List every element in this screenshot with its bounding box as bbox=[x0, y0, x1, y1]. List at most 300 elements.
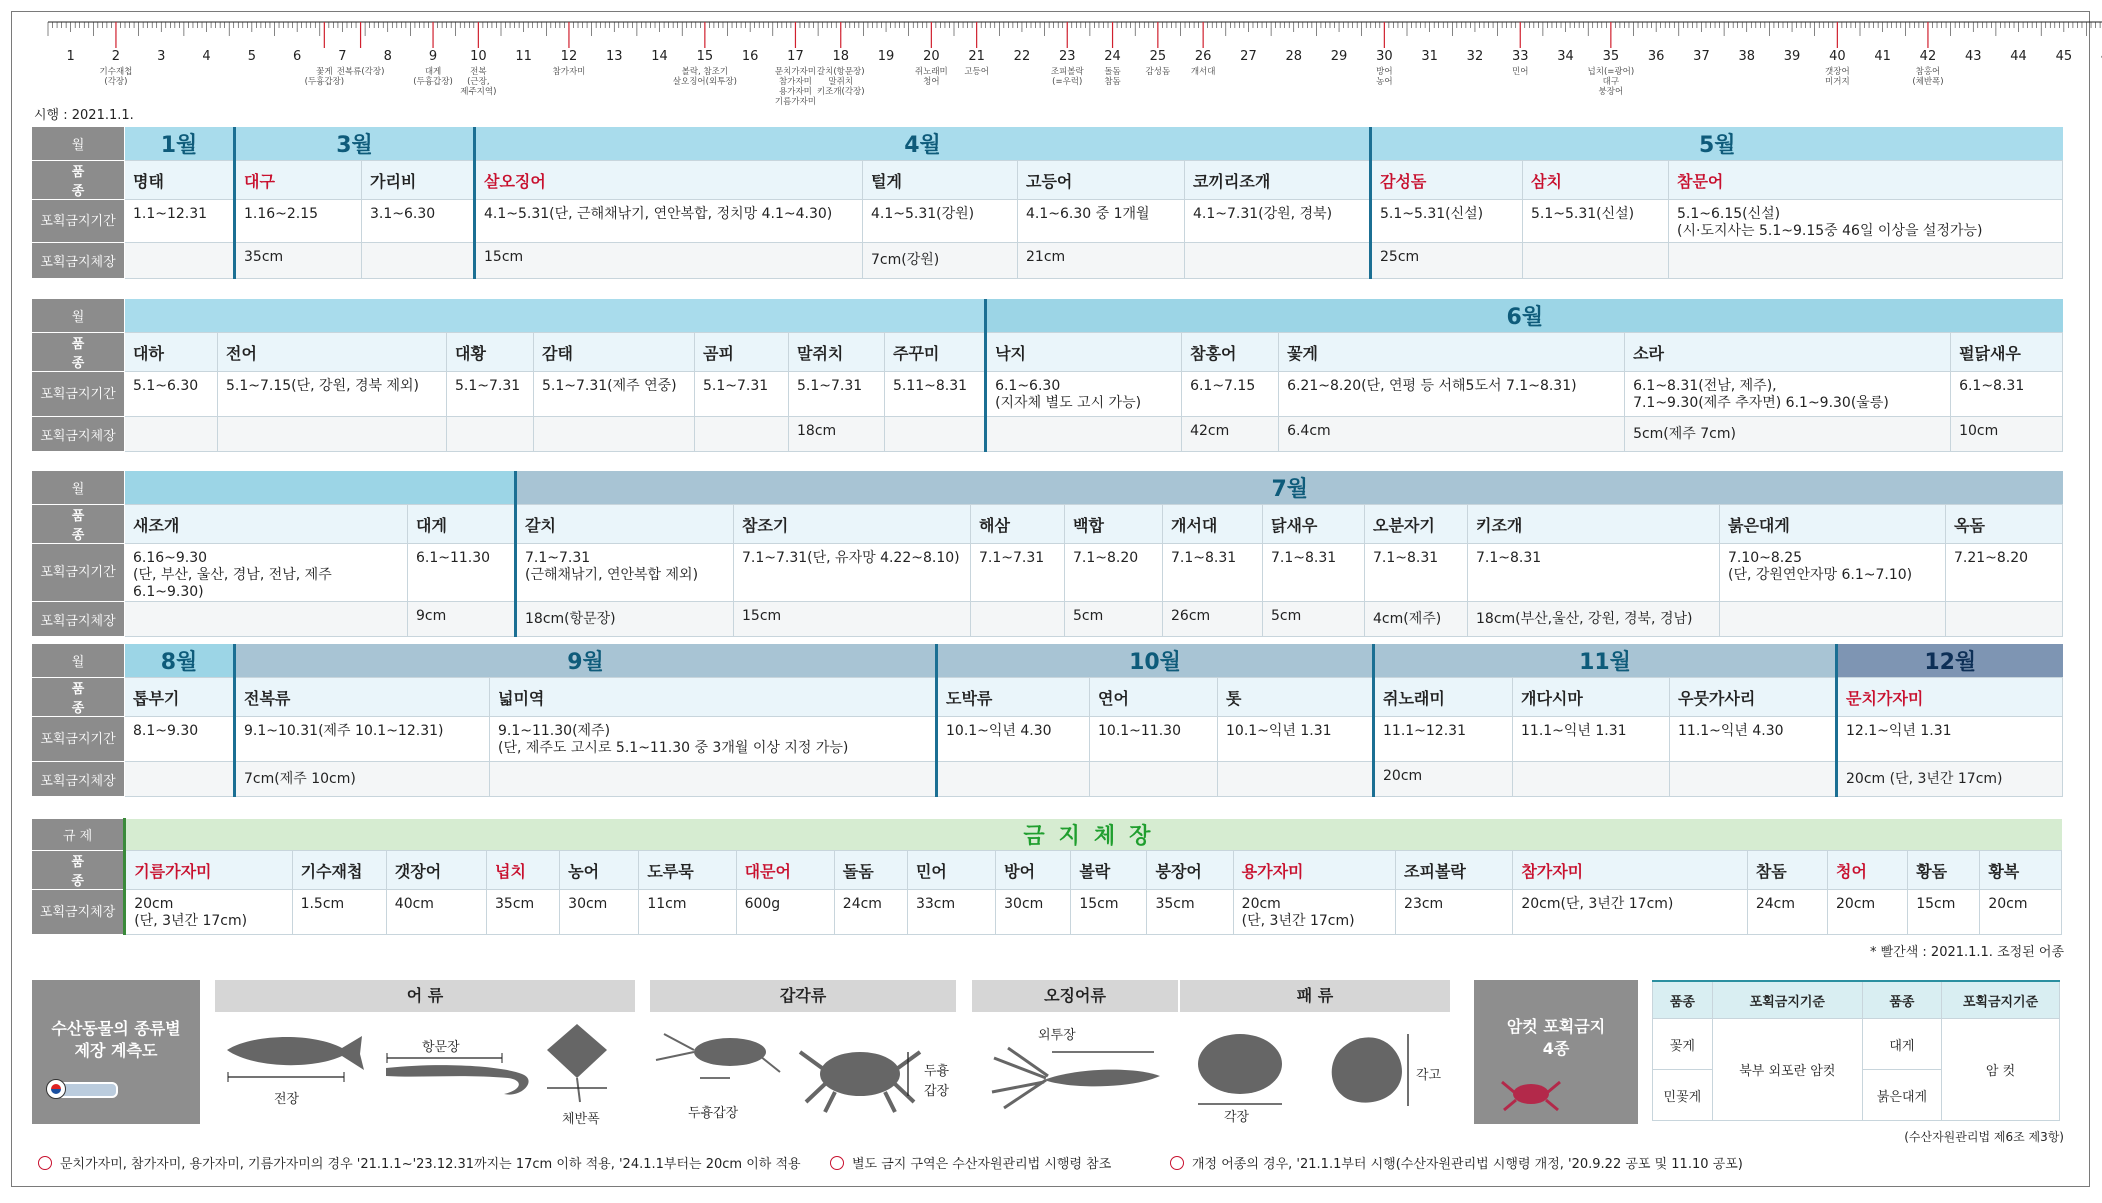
species-cell: 황복 bbox=[1980, 851, 2062, 890]
size-cell: 20cm bbox=[1828, 890, 1908, 935]
size-cell bbox=[1720, 602, 1946, 637]
size-cell bbox=[1946, 602, 2063, 637]
size-cell bbox=[125, 602, 408, 637]
crab-icon bbox=[1496, 1072, 1566, 1112]
species-cell: 참조기 bbox=[734, 505, 971, 544]
label-period: 포획금지기간 bbox=[32, 200, 125, 243]
ruler-number: 19 bbox=[877, 49, 895, 64]
species-cell: 민어 bbox=[907, 851, 995, 890]
size-cell: 15cm bbox=[1908, 890, 1980, 935]
species-cell: 조피볼락 bbox=[1396, 851, 1513, 890]
effective-date: 시행 : 2021.1.1. bbox=[34, 108, 134, 123]
species-cell: 대황 bbox=[447, 333, 534, 372]
size-cell bbox=[125, 243, 235, 279]
species-cell: 털게 bbox=[863, 161, 1018, 200]
group-fish-header: 어 류 bbox=[215, 980, 635, 1012]
label-month: 월 bbox=[32, 471, 125, 505]
size-cell bbox=[490, 762, 937, 797]
female-criterion: 북부 외포란 암컷 bbox=[1712, 1019, 1862, 1121]
footnote bbox=[38, 1153, 801, 1172]
size-line: 20cm bbox=[134, 896, 174, 912]
size-cell bbox=[695, 417, 789, 452]
size-cell: 26cm bbox=[1163, 602, 1263, 637]
legal-reference: (수산자원관리법 제6조 제3항) bbox=[1904, 1130, 2064, 1144]
species-cell: 넙치 bbox=[487, 851, 560, 890]
month-header: 10월 bbox=[937, 644, 1374, 678]
species-cell: 볼락 bbox=[1071, 851, 1147, 890]
species-cell: 옥돔 bbox=[1946, 505, 2063, 544]
ruler-number: 27 bbox=[1240, 49, 1257, 64]
period-cell: 5.1~7.31 bbox=[695, 372, 789, 417]
ruler-species-label: 참돔 bbox=[1104, 77, 1121, 87]
period-cell bbox=[1669, 200, 2063, 243]
ruler-number: 38 bbox=[1738, 49, 1756, 64]
ruler-number: 10 bbox=[470, 49, 487, 64]
species-cell: 용가자미 bbox=[1233, 851, 1395, 890]
size-cell bbox=[534, 417, 695, 452]
size-cell bbox=[218, 417, 447, 452]
ruler-number: 43 bbox=[1964, 49, 1982, 64]
size-cell bbox=[1513, 762, 1670, 797]
label-size: 포획금지체장 bbox=[32, 602, 125, 637]
ruler-species-label: 개서대 bbox=[1190, 67, 1216, 77]
ruler-number: 21 bbox=[968, 49, 985, 64]
size-cell bbox=[971, 602, 1065, 637]
ruler-number: 41 bbox=[1874, 49, 1891, 64]
caption-shell-length: 각장 bbox=[1224, 1110, 1250, 1125]
period-cell: 5.1~7.31(제주 연중) bbox=[534, 372, 695, 417]
ruler-number: 8 bbox=[383, 49, 392, 64]
size-cell: 10cm bbox=[1951, 417, 2063, 452]
footnote-text: 개정 어종의 경우, '21.1.1부터 시행(수산자원관리법 시행령 개정, '20.9.22 공포 및 11.10 공포) bbox=[1192, 1157, 1743, 1172]
period-line: 7.10~8.25 bbox=[1728, 550, 1803, 566]
label-month: 월 bbox=[32, 644, 125, 678]
label-species: 품 종 bbox=[32, 851, 125, 890]
female-species: 민꽃게 bbox=[1653, 1070, 1713, 1121]
period-line: (지자체 별도 고시 가능) bbox=[995, 395, 1142, 411]
group-crustacean-header: 갑각류 bbox=[650, 980, 956, 1012]
size-cell: 21cm bbox=[1018, 243, 1185, 279]
size-cell bbox=[125, 762, 235, 797]
period-cell: 6.1~7.15 bbox=[1182, 372, 1279, 417]
size-cell: 18cm(부산,울산, 강원, 경북, 경남) bbox=[1468, 602, 1720, 637]
squid-icon bbox=[992, 1048, 1160, 1108]
size-cell bbox=[885, 417, 986, 452]
period-cell: 7.1~7.31 bbox=[971, 544, 1065, 602]
shellfish-diagrams bbox=[1190, 1020, 1440, 1116]
ruler-species-label: 조피볼락 bbox=[1050, 67, 1084, 77]
ruler-species-label: (체반폭) bbox=[1912, 77, 1944, 87]
ruler-number: 9 bbox=[428, 49, 438, 64]
species-cell: 개다시마 bbox=[1513, 678, 1670, 717]
species-cell: 삼치 bbox=[1523, 161, 1669, 200]
species-cell: 곰피 bbox=[695, 333, 789, 372]
size-cell: 20cm (단, 3년간 17cm) bbox=[1837, 762, 2063, 797]
ruler-species-label: 전복 bbox=[470, 67, 487, 77]
female-head: 품종 bbox=[1653, 981, 1713, 1019]
label-species: 품 종 bbox=[32, 678, 125, 717]
size-cell: 5cm bbox=[1065, 602, 1163, 637]
period-line: (시·도지사는 5.1~9.15중 46일 이상을 설정가능) bbox=[1677, 223, 1983, 239]
species-cell: 기수재첩 bbox=[292, 851, 386, 890]
ruler-species-label: 볼락, 참조기 bbox=[681, 67, 729, 77]
species-cell: 꽃게 bbox=[1279, 333, 1625, 372]
ruler-number: 3 bbox=[157, 49, 166, 64]
species-cell: 넓미역 bbox=[490, 678, 937, 717]
period-cell: 5.1~7.31 bbox=[447, 372, 534, 417]
species-cell: 우뭇가사리 bbox=[1670, 678, 1837, 717]
period-cell: 4.1~5.31(강원) bbox=[863, 200, 1018, 243]
ruler-number: 6 bbox=[293, 49, 302, 64]
ray-icon bbox=[547, 1024, 607, 1102]
ruler-number: 30 bbox=[1376, 49, 1393, 64]
species-cell: 가리비 bbox=[362, 161, 475, 200]
ruler-number: 35 bbox=[1602, 49, 1620, 64]
month-header: 4월 bbox=[475, 127, 1371, 161]
ruler-number: 17 bbox=[787, 49, 804, 64]
size-cell: 11cm bbox=[639, 890, 736, 935]
label-size: 포획금지체장 bbox=[32, 762, 125, 797]
measure-title-box bbox=[32, 980, 200, 1124]
month-header: 1월 bbox=[125, 127, 235, 161]
species-cell: 백합 bbox=[1065, 505, 1163, 544]
species-cell: 낙지 bbox=[986, 333, 1182, 372]
size-cell: 25cm bbox=[1371, 243, 1523, 279]
species-cell: 갈치 bbox=[516, 505, 734, 544]
period-cell: 5.1~6.30 bbox=[125, 372, 218, 417]
species-cell: 붉은대게 bbox=[1720, 505, 1946, 544]
ruler-species-label: 문치가자미 bbox=[774, 67, 816, 77]
period-line: 6.16~9.30 bbox=[133, 550, 208, 566]
caption-mantle-length: 외투장 bbox=[1038, 1028, 1076, 1043]
size-cell: 42cm bbox=[1182, 417, 1279, 452]
species-cell: 참가자미 bbox=[1513, 851, 1748, 890]
month-header: 8월 bbox=[125, 644, 235, 678]
size-cell: 20cm(단, 3년간 17cm) bbox=[1513, 890, 1748, 935]
eel-icon bbox=[386, 1065, 529, 1094]
size-cell bbox=[1218, 762, 1374, 797]
size-cell bbox=[1670, 762, 1837, 797]
period-cell: 6.21~8.20(단, 연평 등 서해5도서 7.1~8.31) bbox=[1279, 372, 1625, 417]
ruler-number: 12 bbox=[560, 49, 578, 64]
table-aug-dec bbox=[31, 643, 2063, 797]
ruler-number: 1 bbox=[66, 49, 75, 64]
period-cell: 4.1~5.31(단, 근해채낚기, 연안복합, 정치망 4.1~4.30) bbox=[475, 200, 863, 243]
species-cell: 쥐노래미 bbox=[1374, 678, 1513, 717]
period-cell: 9.1~10.31(제주 10.1~12.31) bbox=[235, 717, 490, 762]
period-cell: 5.1~7.31 bbox=[789, 372, 885, 417]
species-cell: 기름가자미 bbox=[125, 851, 292, 890]
period-line: 6.1~6.30 bbox=[995, 378, 1061, 394]
footnote-text: 별도 금지 구역은 수산자원관리법 시행령 참조 bbox=[852, 1157, 1112, 1172]
ruler-number: 28 bbox=[1285, 49, 1303, 64]
period-cell bbox=[986, 372, 1182, 417]
period-line: (단, 부산, 울산, 경남, 전남, 제주 6.1~9.30) bbox=[133, 567, 332, 600]
ruler-number: 33 bbox=[1511, 49, 1529, 64]
ruler-number: 4 bbox=[202, 49, 211, 64]
species-cell: 키조개 bbox=[1468, 505, 1720, 544]
label-species: 품 종 bbox=[32, 161, 125, 200]
period-cell: 8.1~9.30 bbox=[125, 717, 235, 762]
species-cell: 문치가자미 bbox=[1837, 678, 2063, 717]
ruler-species-label: 민어 bbox=[1512, 67, 1529, 77]
ruler-number: 13 bbox=[605, 49, 623, 64]
ruler-species-label: 쥐노래미 bbox=[914, 67, 948, 77]
female-criterion: 암 컷 bbox=[1942, 1019, 2060, 1121]
size-cell: 24cm bbox=[1747, 890, 1827, 935]
ruler-number: 11 bbox=[515, 49, 532, 64]
ruler-number: 40 bbox=[1829, 49, 1846, 64]
species-cell: 말쥐치 bbox=[789, 333, 885, 372]
species-cell: 도박류 bbox=[937, 678, 1090, 717]
species-cell: 연어 bbox=[1090, 678, 1218, 717]
month-header: 11월 bbox=[1374, 644, 1837, 678]
ruler-species-label: 감성돔 bbox=[1145, 67, 1171, 77]
ruler-species-label: 기름가자미 bbox=[774, 97, 816, 107]
period-cell: 10.1~11.30 bbox=[1090, 717, 1218, 762]
species-cell: 참문어 bbox=[1669, 161, 2063, 200]
size-cell: 15cm bbox=[1071, 890, 1147, 935]
period-cell: 4.1~6.30 중 1개월 bbox=[1018, 200, 1185, 243]
caption-disc-width: 체반폭 bbox=[562, 1112, 600, 1127]
species-cell: 해삼 bbox=[971, 505, 1065, 544]
size-cell: 7cm(강원) bbox=[863, 243, 1018, 279]
female-ban-box bbox=[1474, 980, 1638, 1124]
species-cell: 황돔 bbox=[1908, 851, 1980, 890]
female-species: 붉은대게 bbox=[1862, 1070, 1941, 1121]
month-header: 3월 bbox=[235, 127, 475, 161]
size-cell: 18cm(항문장) bbox=[516, 602, 734, 637]
period-cell: 6.1~11.30 bbox=[408, 544, 516, 602]
species-cell: 새조개 bbox=[125, 505, 408, 544]
table-june-july bbox=[31, 470, 2063, 637]
ruler-species-label: 참홍어 bbox=[1915, 67, 1941, 77]
ruler-number: 5 bbox=[247, 49, 256, 64]
ruler-number: 7 bbox=[338, 49, 347, 64]
month-header: 5월 bbox=[1371, 127, 2063, 161]
period-cell: 5.1~7.15(단, 강원, 경북 제외) bbox=[218, 372, 447, 417]
caption-anal-length: 항문장 bbox=[422, 1040, 460, 1055]
period-line: 5.1~6.15(신설) bbox=[1677, 206, 1781, 222]
size-cell: 18cm bbox=[789, 417, 885, 452]
species-cell: 참돔 bbox=[1747, 851, 1827, 890]
period-line: (단, 강원연안자망 6.1~7.10) bbox=[1728, 567, 1913, 583]
measure-title-line: 수산동물의 종류별 bbox=[51, 1019, 181, 1038]
ruler-number: 36 bbox=[1647, 49, 1665, 64]
species-cell: 대하 bbox=[125, 333, 218, 372]
ruler-number: 20 bbox=[923, 49, 940, 64]
ruler-scale bbox=[31, 20, 2086, 116]
period-cell: 7.1~7.31(단, 유자망 4.22~8.10) bbox=[734, 544, 971, 602]
period-cell: 7.21~8.20 bbox=[1946, 544, 2063, 602]
species-cell: 개서대 bbox=[1163, 505, 1263, 544]
period-cell bbox=[1720, 544, 1946, 602]
ruler-number: 24 bbox=[1104, 49, 1121, 64]
fish-icon bbox=[227, 1036, 364, 1070]
period-cell: 7.1~8.31 bbox=[1468, 544, 1720, 602]
ruler-species-label: 청어 bbox=[923, 77, 940, 87]
species-cell: 톱부기 bbox=[125, 678, 235, 717]
ruler-species-label: (근장, bbox=[467, 77, 490, 87]
size-cell: 15cm bbox=[475, 243, 863, 279]
crab-icon bbox=[800, 1052, 920, 1112]
female-head: 포획금지기준 bbox=[1712, 981, 1862, 1019]
size-cell: 600g bbox=[736, 890, 834, 935]
measuring-ruler bbox=[31, 20, 2086, 116]
ruler-number: 37 bbox=[1693, 49, 1710, 64]
size-cell bbox=[362, 243, 475, 279]
period-line: 6.1~8.31(전남, 제주), bbox=[1633, 378, 1777, 394]
footnote bbox=[830, 1153, 1111, 1172]
period-cell bbox=[490, 717, 937, 762]
ruler-species-label: 전복류(각장) bbox=[336, 67, 385, 77]
species-cell: 톳 bbox=[1218, 678, 1374, 717]
size-line: (단, 3년간 17cm) bbox=[1241, 913, 1355, 929]
species-cell: 대구 bbox=[235, 161, 362, 200]
ruler-number: 25 bbox=[1149, 49, 1167, 64]
caption-shell-height: 각고 bbox=[1416, 1068, 1442, 1083]
group-squid-header: 오징어류 bbox=[972, 980, 1178, 1012]
month-header-continued bbox=[125, 299, 986, 333]
size-cell bbox=[986, 417, 1182, 452]
ruler-species-label: 넙치(=광어) bbox=[1587, 67, 1635, 77]
female-head: 포획금지기준 bbox=[1942, 981, 2060, 1019]
period-cell: 11.1~익년 4.30 bbox=[1670, 717, 1837, 762]
period-line: 7.1~7.31 bbox=[525, 550, 591, 566]
ruler-number: 2 bbox=[111, 49, 121, 64]
month-header: 6월 bbox=[986, 299, 2063, 333]
period-cell: 1.16~2.15 bbox=[235, 200, 362, 243]
ruler-species-label: (각장) bbox=[104, 77, 128, 87]
size-cell bbox=[1185, 243, 1371, 279]
ruler-number: 42 bbox=[1919, 49, 1937, 64]
period-cell: 7.1~8.20 bbox=[1065, 544, 1163, 602]
ruler-species-label: 키조개(각장) bbox=[816, 87, 865, 97]
label-size: 포획금지체장 bbox=[32, 890, 125, 935]
ruler-number: 23 bbox=[1058, 49, 1076, 64]
period-cell: 5.1~5.31(신설) bbox=[1523, 200, 1669, 243]
period-line: 7.1~9.30(제주 추자면) 6.1~9.30(울릉) bbox=[1633, 395, 1889, 411]
period-cell: 5.1~5.31(신설) bbox=[1371, 200, 1523, 243]
label-period: 포획금지기간 bbox=[32, 544, 125, 602]
table-may-june bbox=[31, 298, 2063, 452]
caption-carapace-length: 두흉갑장 bbox=[688, 1106, 739, 1121]
abalone-icon bbox=[1198, 1034, 1282, 1094]
footnote-text: 문치가자미, 참가자미, 용가자미, 기름가자미의 경우 '21.1.1~'23.12.31까지는 17cm 이하 적용, '24.1.1부터는 20cm 이하 적용 bbox=[60, 1157, 801, 1172]
size-cell: 20cm bbox=[1374, 762, 1513, 797]
label-period: 포획금지기간 bbox=[32, 372, 125, 417]
size-cell: 35cm bbox=[1147, 890, 1233, 935]
female-ban-title: 암컷 포획금지 bbox=[1506, 1017, 1606, 1036]
ruler-species-label: 참가자미 bbox=[779, 77, 812, 87]
period-cell: 7.1~8.31 bbox=[1263, 544, 1365, 602]
ruler-species-label: 말쥐치 bbox=[828, 77, 854, 87]
red-color-note: * 빨간색 : 2021.1.1. 조정된 어종 bbox=[1869, 945, 2064, 960]
period-cell: 5.11~8.31 bbox=[885, 372, 986, 417]
species-cell: 청어 bbox=[1828, 851, 1908, 890]
ruler-species-label: 참가자미 bbox=[552, 67, 586, 77]
ruler-species-label: 미거지 bbox=[1825, 77, 1850, 87]
period-cell: 1.1~12.31 bbox=[125, 200, 235, 243]
species-cell: 명태 bbox=[125, 161, 235, 200]
period-cell: 4.1~7.31(강원, 경북) bbox=[1185, 200, 1371, 243]
size-cell bbox=[125, 890, 292, 935]
caption-total-length: 전장 bbox=[274, 1092, 300, 1107]
size-cell: 5cm bbox=[1263, 602, 1365, 637]
footnote bbox=[1170, 1153, 1743, 1172]
species-cell: 갯장어 bbox=[386, 851, 486, 890]
ruler-species-label: (=우럭) bbox=[1052, 77, 1083, 87]
female-ban-table bbox=[1652, 980, 2060, 1121]
size-cell: 7cm(제주 10cm) bbox=[235, 762, 490, 797]
label-month: 월 bbox=[32, 127, 125, 161]
species-cell: 오분자기 bbox=[1365, 505, 1468, 544]
month-header-continued bbox=[125, 471, 516, 505]
ruler-number: 16 bbox=[741, 49, 759, 64]
period-cell bbox=[516, 544, 734, 602]
size-line: 20cm bbox=[1241, 896, 1281, 912]
turban-shell-icon bbox=[1332, 1037, 1402, 1102]
species-cell: 돌돔 bbox=[834, 851, 907, 890]
check-icon bbox=[38, 1156, 52, 1170]
period-line: (단, 제주도 고시로 5.1~11.30 중 3개월 이상 지정 가능) bbox=[498, 740, 849, 756]
period-cell bbox=[1625, 372, 1951, 417]
ruler-number: 22 bbox=[1013, 49, 1031, 64]
ruler-number: 26 bbox=[1194, 49, 1212, 64]
size-cell: 15cm bbox=[734, 602, 971, 637]
period-cell: 3.1~6.30 bbox=[362, 200, 475, 243]
ruler-number: 18 bbox=[832, 49, 850, 64]
size-cell bbox=[1669, 243, 2063, 279]
ruler-number: 14 bbox=[651, 49, 668, 64]
female-species: 꽃게 bbox=[1653, 1019, 1713, 1070]
check-icon bbox=[1170, 1156, 1184, 1170]
ruler-number: 29 bbox=[1330, 49, 1348, 64]
size-cell: 33cm bbox=[907, 890, 995, 935]
period-cell: 7.1~8.31 bbox=[1163, 544, 1263, 602]
ruler-number: 15 bbox=[696, 49, 714, 64]
month-header: 9월 bbox=[235, 644, 937, 678]
size-line: (단, 3년간 17cm) bbox=[134, 913, 248, 929]
ruler-number: 31 bbox=[1421, 49, 1438, 64]
size-cell bbox=[125, 417, 218, 452]
shrimp-icon bbox=[656, 1034, 780, 1072]
ruler-species-label: 방어 bbox=[1376, 67, 1393, 77]
size-cell bbox=[1090, 762, 1218, 797]
ruler-species-label: 살오징어(외투장) bbox=[672, 77, 737, 87]
species-cell: 전복류 bbox=[235, 678, 490, 717]
ruler-species-label: 돌돔 bbox=[1104, 67, 1121, 77]
ruler-species-label: 용가자미 bbox=[779, 87, 812, 97]
size-cell: 30cm bbox=[560, 890, 639, 935]
species-cell: 주꾸미 bbox=[885, 333, 986, 372]
table-jan-may bbox=[31, 126, 2063, 279]
species-cell: 붕장어 bbox=[1147, 851, 1233, 890]
period-cell: 10.1~익년 4.30 bbox=[937, 717, 1090, 762]
period-cell: 6.1~8.31 bbox=[1951, 372, 2063, 417]
species-cell: 농어 bbox=[560, 851, 639, 890]
ruler-number: 44 bbox=[2010, 49, 2027, 64]
size-cell: 40cm bbox=[386, 890, 486, 935]
table-size-limits bbox=[31, 818, 2062, 935]
group-shellfish-header: 패 류 bbox=[1180, 980, 1450, 1012]
label-species: 품 종 bbox=[32, 505, 125, 544]
ruler-number: 32 bbox=[1466, 49, 1484, 64]
ruler-number: 34 bbox=[1557, 49, 1574, 64]
size-cell: 35cm bbox=[235, 243, 362, 279]
ruler-species-label: 붕장어 bbox=[1598, 87, 1624, 97]
size-cell bbox=[1233, 890, 1395, 935]
